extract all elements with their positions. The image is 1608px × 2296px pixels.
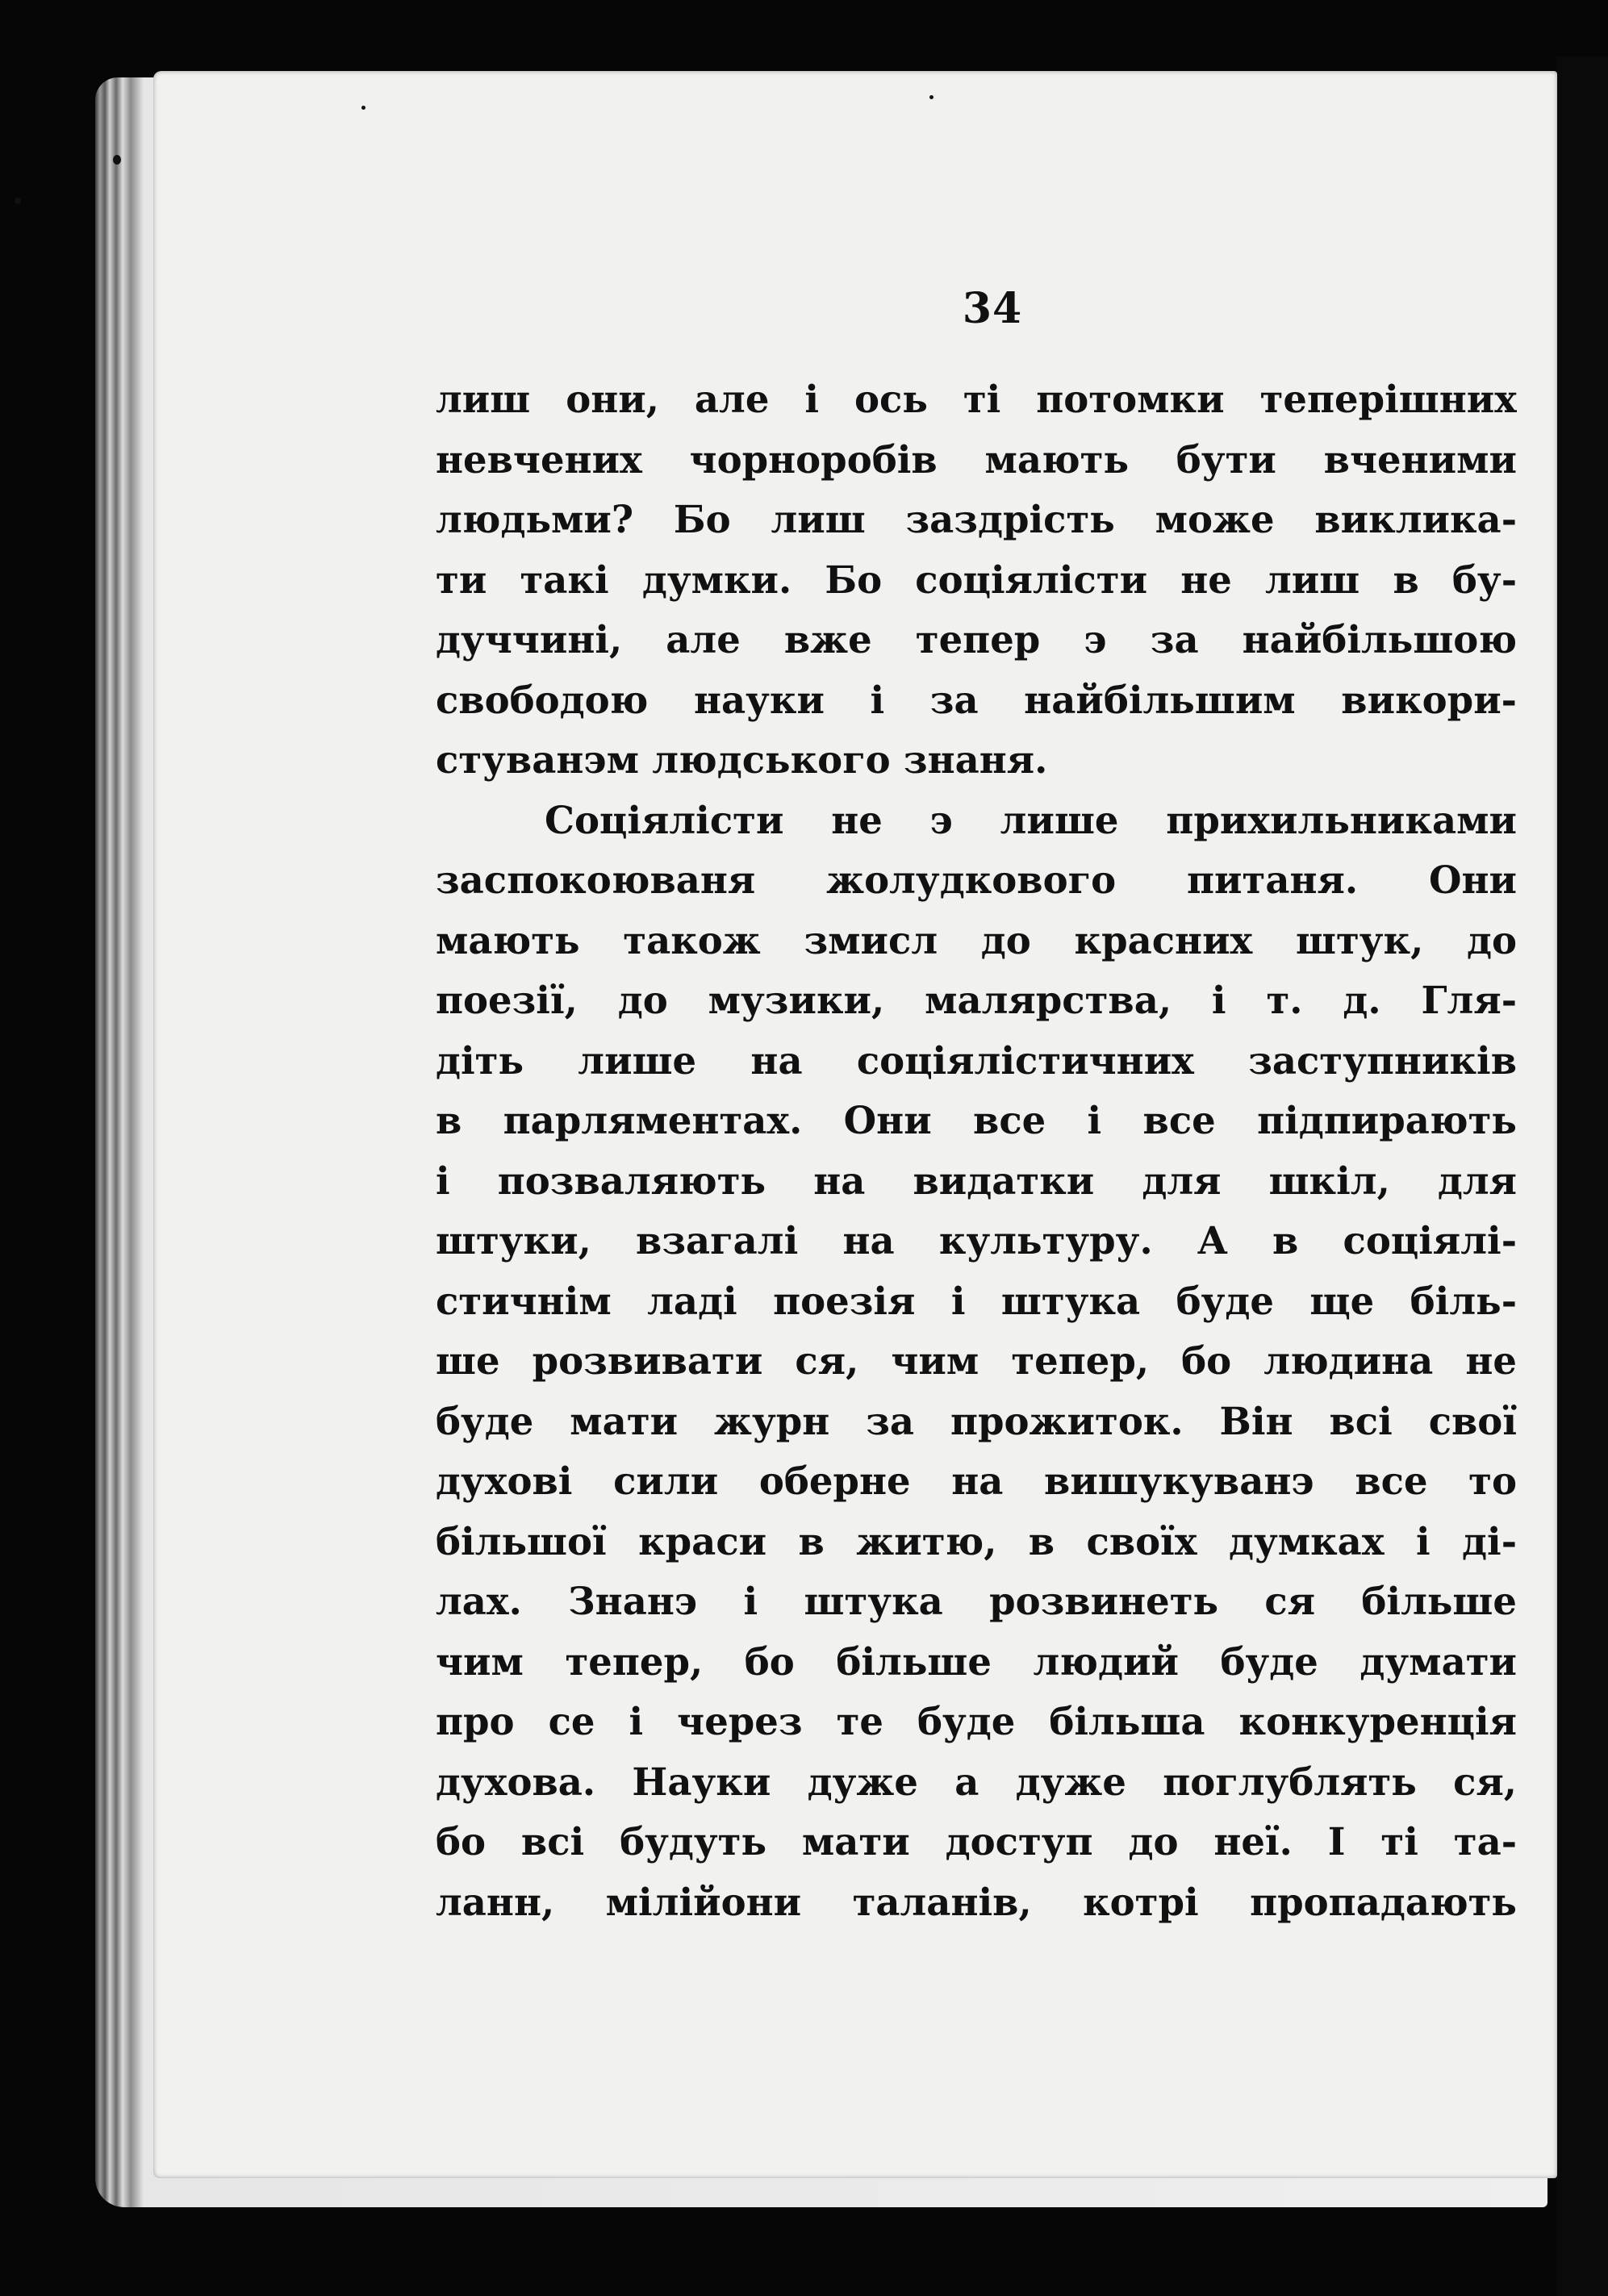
binding-shadow xyxy=(1557,56,1608,2296)
body-text xyxy=(436,369,1517,1932)
text-line: мають також змисл до красних штук, до xyxy=(436,917,1517,962)
text-line: стуванэм людського знаня. xyxy=(436,737,1048,782)
text-line: ланн, мілійони таланів, котрі пропадають xyxy=(436,1879,1517,1924)
text-line: людьми? Бо лиш заздрість може виклика- xyxy=(436,497,1517,541)
text-line: діть лише на соціялістичних заступників xyxy=(436,1037,1517,1083)
text-line: в парляментах. Они все і все підпирають xyxy=(436,1098,1517,1142)
text-line: буде мати журн за прожиток. Він всі свої xyxy=(436,1398,1517,1443)
text-line: заспокоюваня жолудкового питаня. Они xyxy=(436,858,1517,902)
dust-speck xyxy=(113,155,121,165)
text-line: Соціялісти не э лише прихильниками xyxy=(545,797,1517,842)
text-line: стичнім ладі поезія і штука буде ще біль- xyxy=(436,1278,1517,1323)
text-line: лиш они, але і ось ті потомки теперішних xyxy=(436,377,1517,421)
text-line: штуки, взагалі на культуру. А в соціялі- xyxy=(436,1218,1517,1263)
text-line: бо всі будуть мати доступ до неї. І ті та- xyxy=(436,1819,1517,1864)
text-line: більшої краси в житю, в своїх думках і ді- xyxy=(436,1518,1517,1563)
text-line: ти такі думки. Бо соціялісти не лиш в бу- xyxy=(436,557,1517,602)
dust-speck xyxy=(15,198,21,204)
text-line: і позваляють на видатки для шкіл, для xyxy=(436,1158,1517,1203)
text-line: свободою науки і за найбільшим викори- xyxy=(436,677,1517,722)
text-line: ше розвивати ся, чим тепер, бо людина не xyxy=(436,1338,1517,1383)
text-line: лах. Знанэ і штука розвинеть ся більше xyxy=(436,1579,1517,1623)
text-line: дуччині, але вже тепер э за найбільшою xyxy=(436,617,1517,662)
text-line: чим тепер, бо більше людий буде думати xyxy=(436,1639,1517,1684)
page-number: 34 xyxy=(962,284,1023,333)
text-line: про се і через те буде більша конкуренція xyxy=(436,1699,1517,1743)
dust-speck xyxy=(929,95,933,99)
text-line: духова. Науки дуже а дуже поглублять ся, xyxy=(436,1759,1517,1804)
text-line: поезії, до музики, малярства, і т. д. Гля- xyxy=(436,978,1517,1022)
text-line: невчених чорноробів мають бути вченими xyxy=(436,436,1517,482)
text-line: духові сили оберне на вишукуванэ все то xyxy=(436,1459,1517,1503)
dust-speck xyxy=(361,106,365,110)
